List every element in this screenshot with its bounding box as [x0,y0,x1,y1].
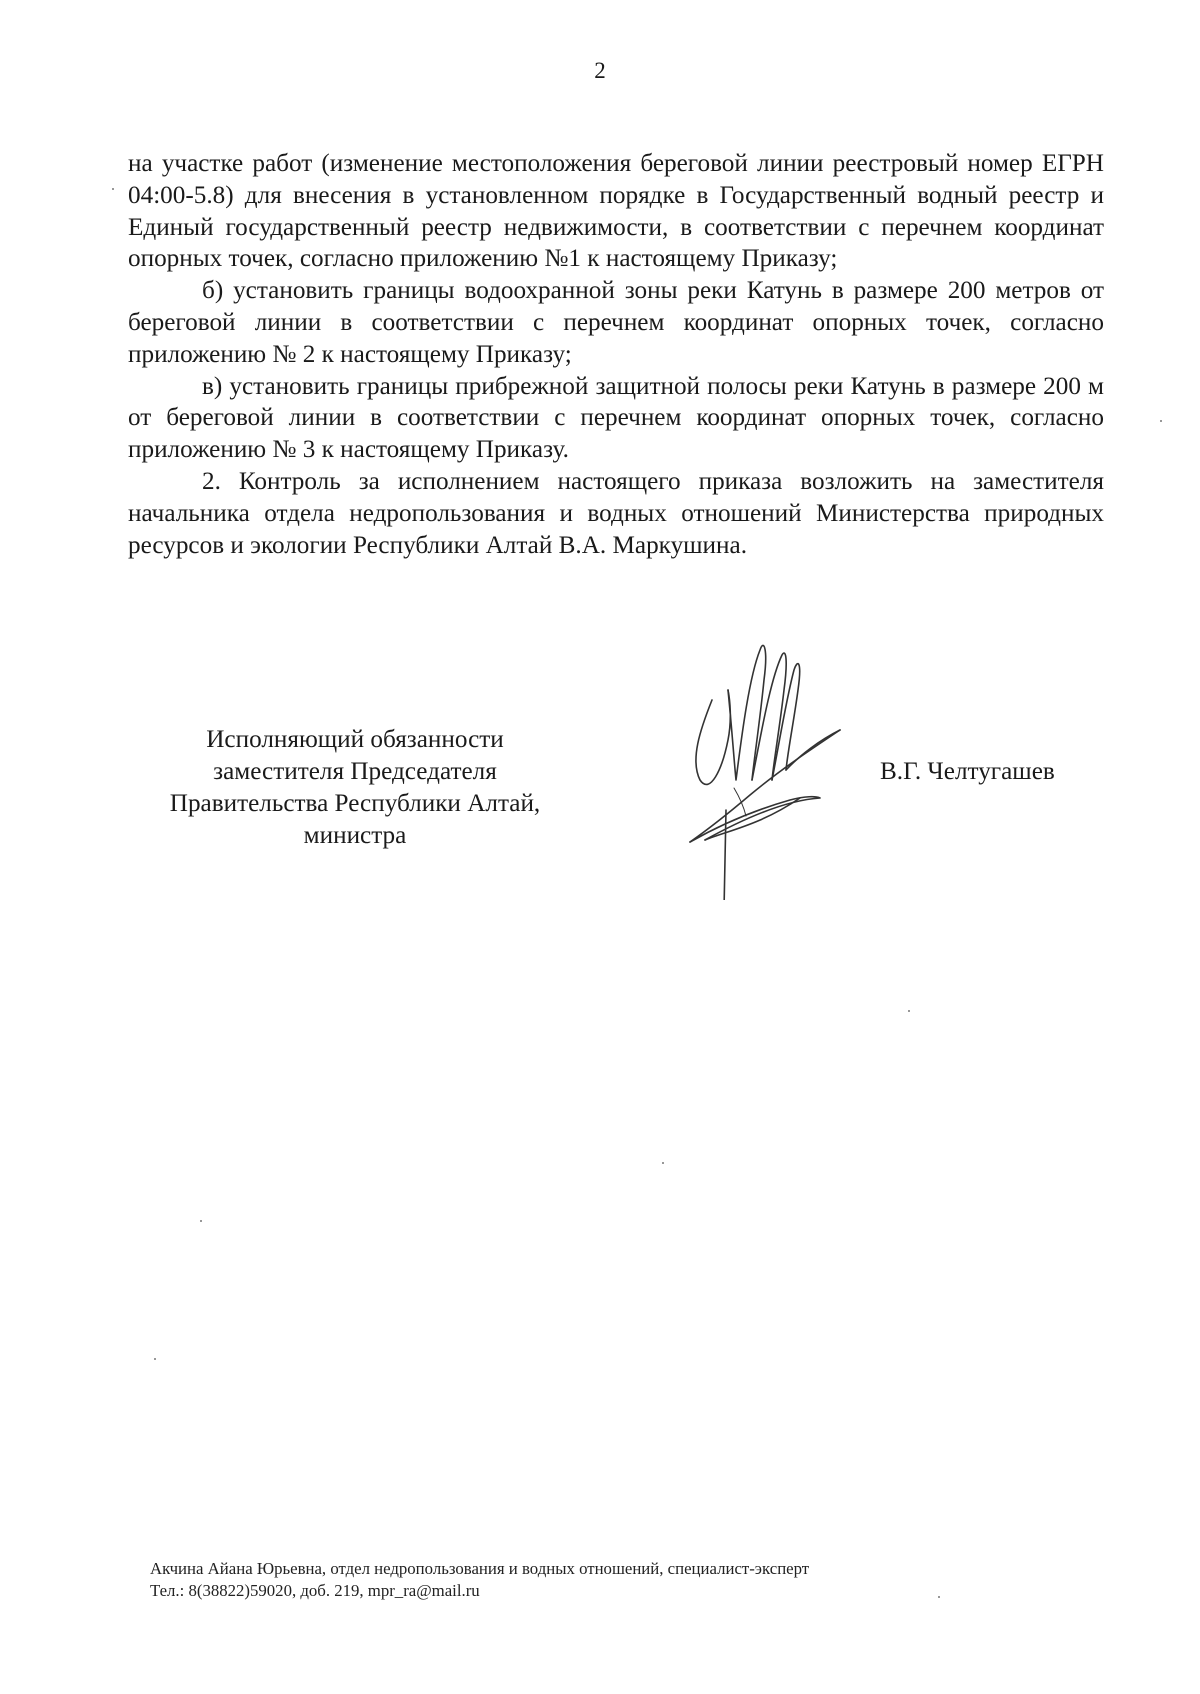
signatory-title-line: заместителя Председателя [213,758,497,785]
paragraph-continuation: на участке работ (изменение местоположения береговой линии реестровый номер ЕГРН 04:00-5.8) для внесения в установленном порядке в Государственный водный реестр и Единый государственный реестр недвижимости, в соответствии с перечнем координат опорных точек, согласно приложению №1 к настоящему Приказу; [128,150,1104,273]
signatory-title-line: Исполняющий обязанности [206,726,504,753]
executor-info: Акчина Айана Юрьевна, отдел недропользования и водных отношений, специалист-эксперт [150,1559,810,1578]
signer-name: В.Г. Челтугашев [880,758,1055,785]
document-body [128,148,1104,561]
scan-speck [154,1358,156,1360]
page-number: 2 [594,58,606,83]
signatory-title-line: министра [303,822,407,849]
signatory-title [120,724,590,852]
scan-speck [908,1010,910,1012]
paragraph-item-v: в) установить границы прибрежной защитной полосы реки Катунь в размере 200 м от береговой линии в соответствии с перечнем координат опорных точек, согласно приложению № 3 к настоящему Приказу. [128,372,1104,464]
scan-speck [938,1596,940,1598]
signatory-title-line: Правительства Республики Алтай, [169,790,541,817]
scan-speck [112,188,114,190]
executor-footer [150,1558,809,1602]
handwritten-signature [670,620,860,900]
scan-speck [662,1162,664,1164]
paragraph-control: 2. Контроль за исполнением настоящего приказа возложить на заместителя начальника отдела недропользования и водных отношений Министерства природных ресурсов и экологии Республики Алтай В.А. Маркушина. [128,467,1104,559]
paragraph-item-b: б) установить границы водоохранной зоны реки Катунь в размере 200 метров от береговой линии в соответствии с перечнем координат опорных точек, согласно приложению № 2 к настоящему Приказу; [128,277,1104,368]
scan-speck [1160,420,1162,422]
executor-contacts: Тел.: 8(38822)59020, доб. 219, mpr_ra@mail.ru [150,1581,480,1600]
scan-speck [200,1220,202,1222]
